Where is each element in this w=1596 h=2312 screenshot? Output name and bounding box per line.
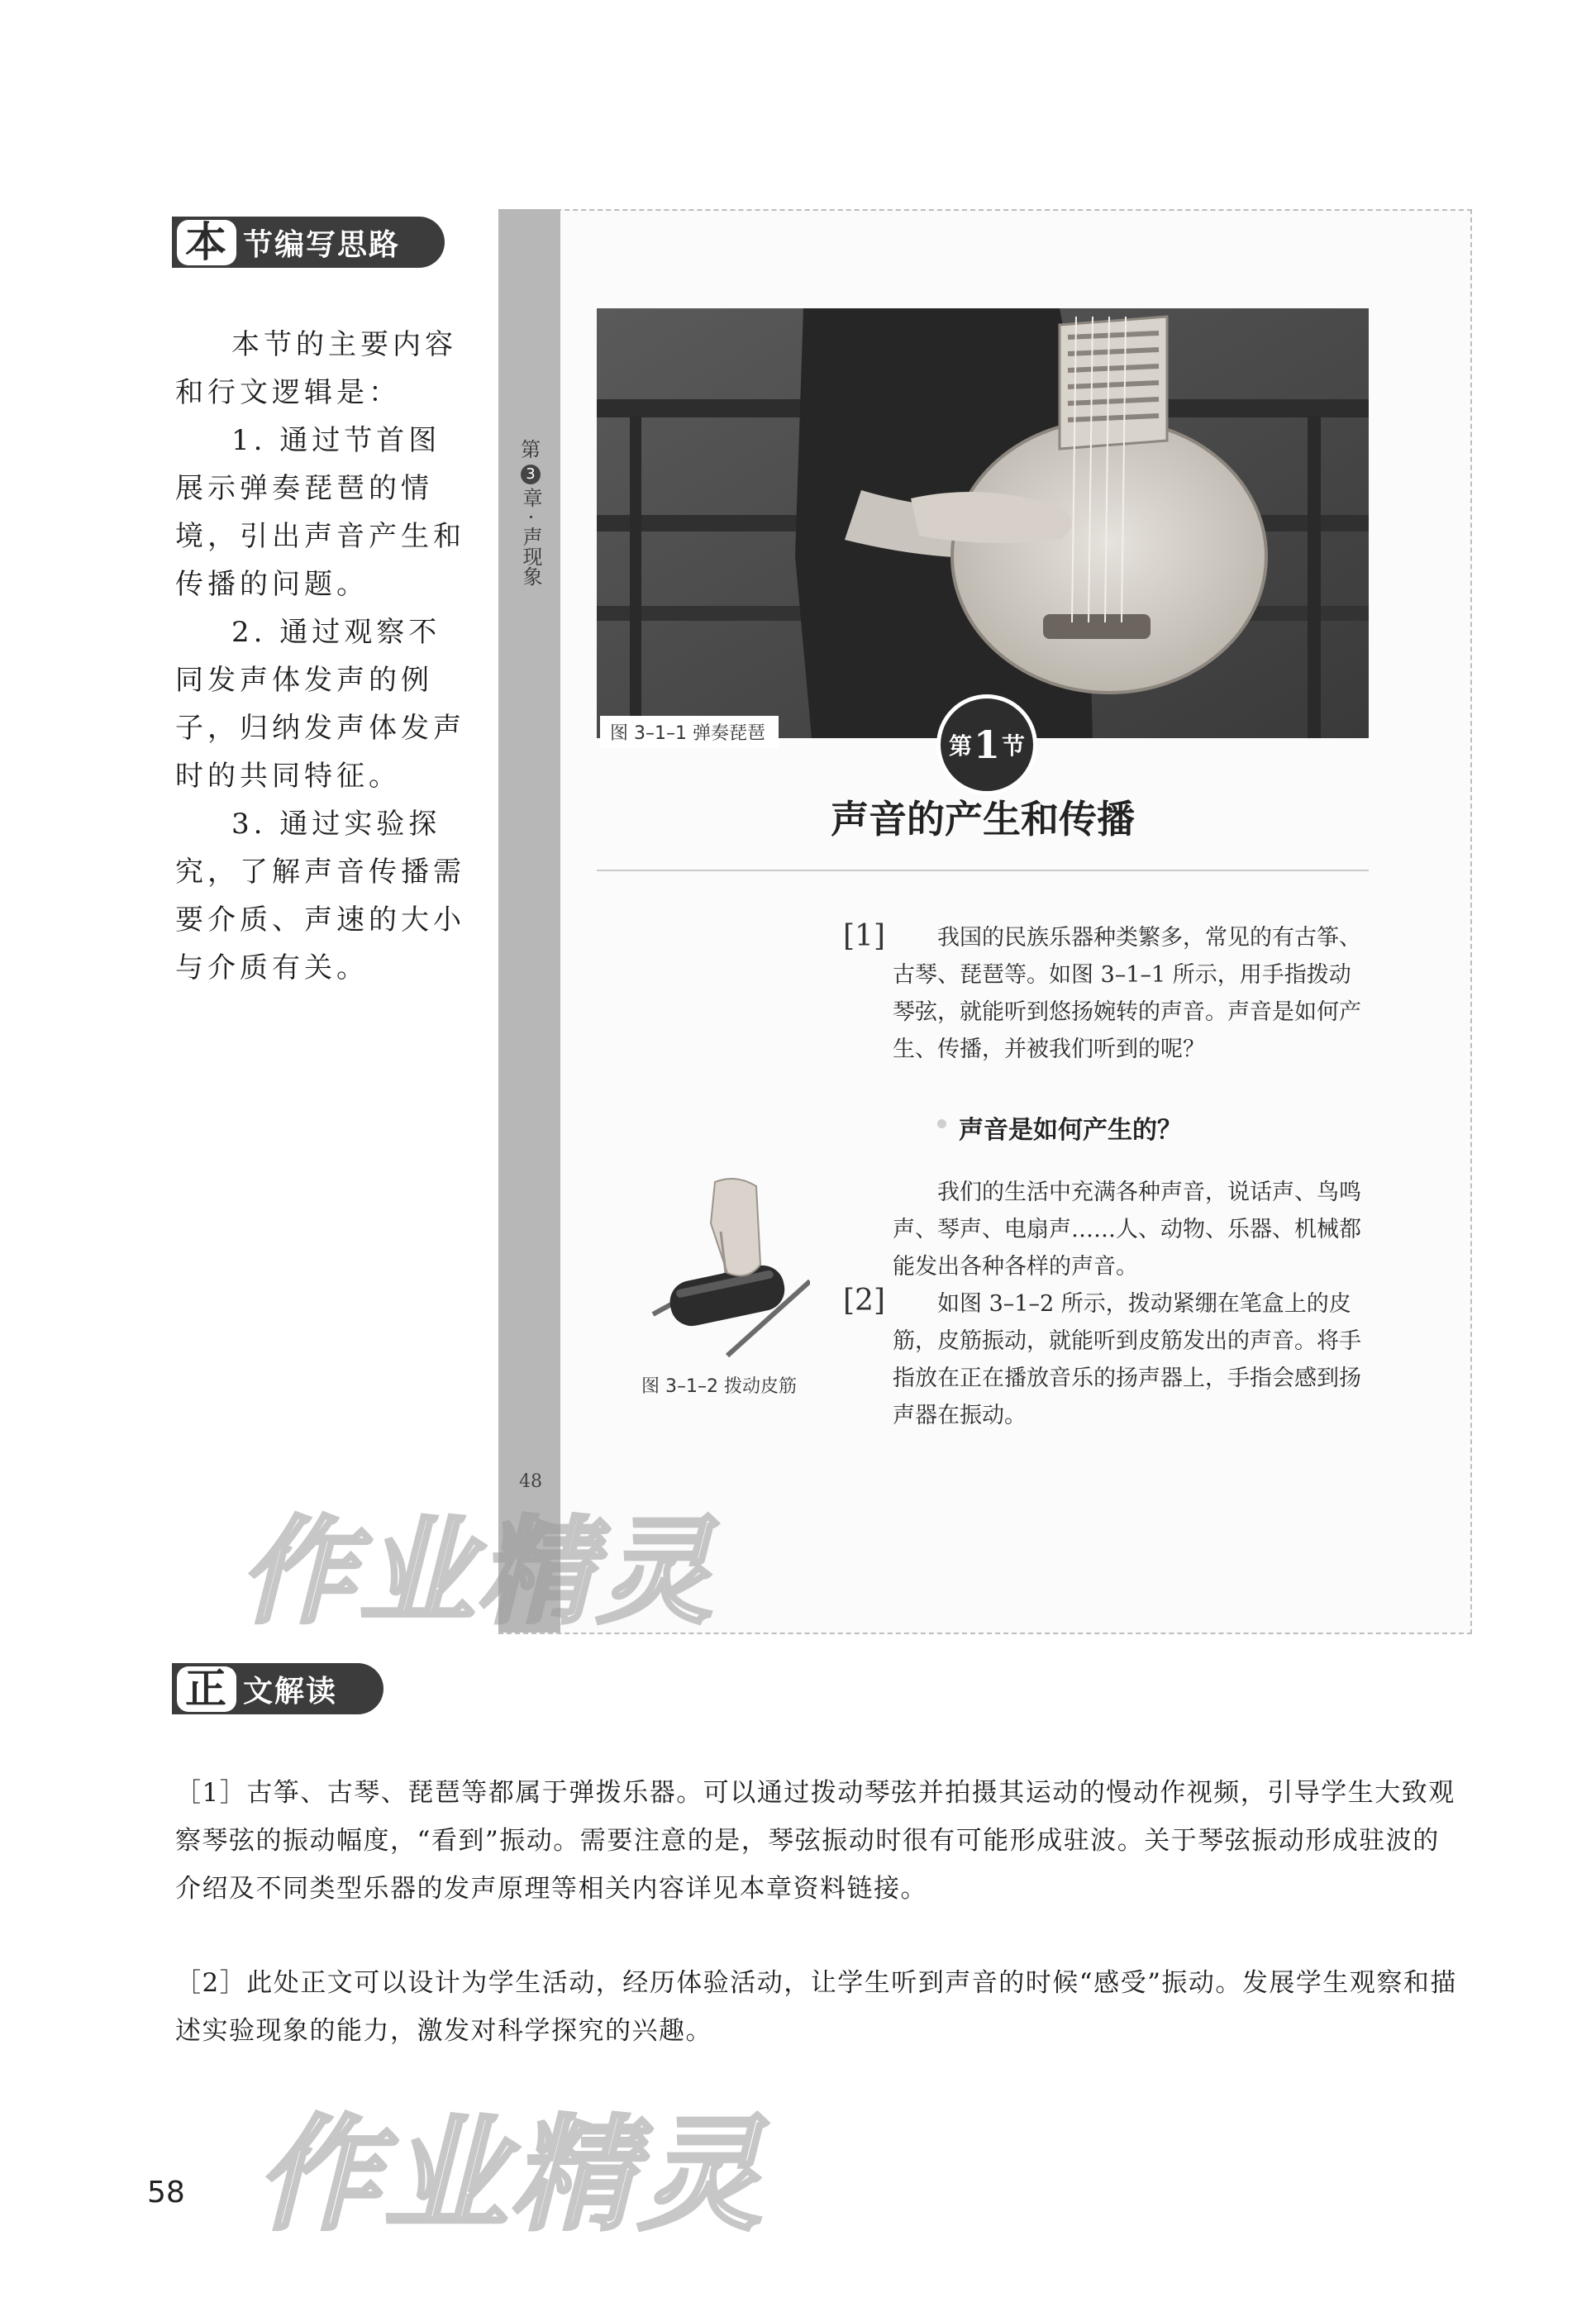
text-reading-header bbox=[172, 1663, 384, 1714]
header-big-char: 本 bbox=[177, 220, 236, 265]
paragraph-sounds: 我们的生活中充满各种声音，说话声、鸟鸣声、琴声、电扇声……人、动物、乐器、机械都能发出各种各样的声音。 bbox=[893, 1180, 1361, 1280]
pipa-photo bbox=[597, 308, 1369, 738]
left-paragraph: 1. 通过节首图展示弹奏琵琶的情境，引出声音产生和传播的问题。 bbox=[175, 424, 465, 601]
figure-caption-rubber-band: 图 3–1–2 拨动皮筋 bbox=[641, 1376, 797, 1397]
left-paragraph: 本节的主要内容和行文逻辑是： bbox=[175, 328, 457, 409]
bullet-dot bbox=[937, 1119, 946, 1128]
title-divider bbox=[597, 870, 1369, 871]
paragraph-rubber-band: 如图 3–1–2 所示，拨动紧绷在笔盒上的皮筋，皮筋振动，就能听到皮筋发出的声音。将手指放在正在播放音乐的扬声器上，手指会感到扬声器在振动。 bbox=[893, 1291, 1361, 1428]
watermark: 作业精灵 bbox=[240, 1505, 717, 1640]
section-writing-idea-header bbox=[172, 217, 445, 268]
pencil-box-illustration bbox=[645, 1174, 810, 1364]
left-paragraph: 3. 通过实验探究，了解声音传播需要介质、声速的大小与介质有关。 bbox=[175, 808, 465, 984]
note-1: ［1］古筝、古琴、琵琶等都属于弹拨乐器。可以通过拨动琴弦并拍摄其运动的慢动作视频，引导学生大致观察琴弦的振动幅度，“看到”振动。需要注意的是，琴弦振动时很有可能形成驻波。关于琴弦振动形成驻波的介绍及不同类型乐器的发声原理等相关内容详见本章资料链接。 bbox=[175, 1778, 1455, 1904]
section-title: 声音的产生和传播 bbox=[831, 797, 1135, 841]
note-2: ［2］此处正文可以设计为学生活动，经历体验活动，让学生听到声音的时候“感受”振动。发展学生观察和描述实验现象的能力，激发对科学探究的兴趣。 bbox=[175, 1968, 1457, 2046]
textbook-page-number: 48 bbox=[519, 1471, 542, 1492]
page-number: 58 bbox=[147, 2176, 185, 2210]
header-rest-text: 文解读 bbox=[243, 1674, 338, 1709]
header-rest-text: 节编写思路 bbox=[243, 227, 401, 262]
chapter-label: 第 3 章 · 声现象 bbox=[519, 438, 542, 586]
chapter-number-badge: 3 bbox=[521, 465, 541, 484]
question-heading: 声音是如何产生的？ bbox=[959, 1116, 1182, 1145]
chapter-side-strip bbox=[498, 209, 560, 1633]
rubber-band-icon bbox=[645, 1174, 810, 1364]
header-big-char: 正 bbox=[177, 1666, 236, 1712]
pipa-illustration bbox=[597, 308, 1369, 738]
annotation-marker-1: [1] bbox=[843, 919, 885, 953]
intro-paragraph: 我国的民族乐器种类繁多，常见的有古筝、古琴、琵琶等。如图 3–1–1 所示，用手指拨动琴弦，就能听到悠扬婉转的声音。声音是如何产生、传播，并被我们听到的呢？ bbox=[893, 925, 1361, 1062]
section-badge: 第 1 节 bbox=[936, 694, 1037, 795]
left-paragraph: 2. 通过观察不同发声体发声的例子，归纳发声体发声时的共同特征。 bbox=[175, 616, 465, 793]
figure-caption-pipa: 图 3–1–1 弹奏琵琶 bbox=[600, 716, 779, 748]
watermark: 作业精灵 bbox=[256, 2104, 766, 2248]
writing-idea-text bbox=[175, 321, 466, 992]
annotation-marker-2: [2] bbox=[843, 1284, 885, 1318]
